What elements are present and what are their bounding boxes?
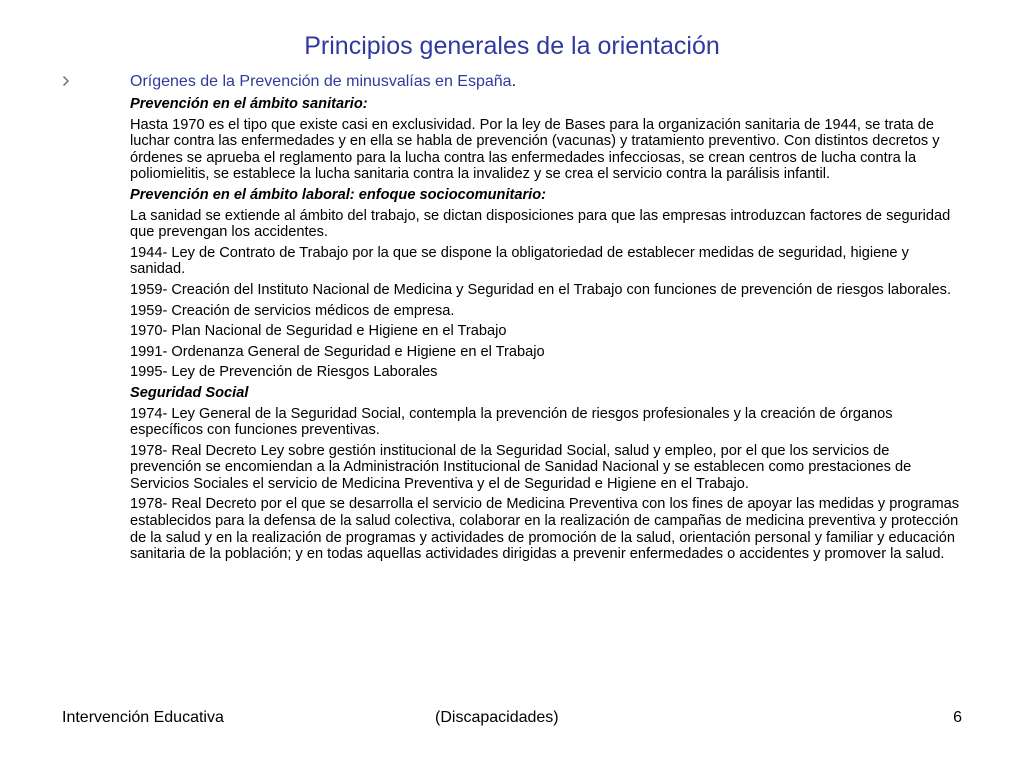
slide-title: Principios generales de la orientación [304, 32, 720, 60]
section-heading: Seguridad Social [130, 384, 249, 401]
body-paragraph: 1944- Ley de Contrato de Trabajo por la que se dispone la obligatoriedad de establecer medidas de seguridad, higiene y sanidad. [130, 244, 909, 278]
page-number: 6 [953, 709, 962, 726]
body-paragraph: La sanidad se extiende al ámbito del trabajo, se dictan disposiciones para que las empresas introduzcan factores de seguridad que prevengan los accidentes. [130, 207, 951, 241]
chevron-right-icon [62, 75, 70, 87]
bullet-label: Orígenes de la Prevención de minusvalías en España [130, 73, 512, 90]
body-paragraph: 1959- Creación de servicios médicos de empresa. [130, 302, 455, 319]
body-paragraph: 1978- Real Decreto por el que se desarrolla el servicio de Medicina Preventiva con los fines de apoyar las medidas y programas establecidos para la defensa de la salud colectiva, colaborar en la realización de campañas de medicina preventiva y protección de la salud y en la realización de programas y actividades de promoción de la salud, orientación personal y familiar y educación sanitaria de la población; y en todas aquellas actividades dirigidas a prevenir enfermedades o accidentes y promover la salud. [130, 496, 960, 563]
footer-center-text: (Discapacidades) [435, 709, 559, 726]
slide-content [130, 96, 962, 567]
body-paragraph: 1974- Ley General de la Seguridad Social, contempla la prevención de riesgos profesionales y la creación de órganos específicos con funciones preventivas. [130, 405, 893, 439]
section-heading: Prevención en el ámbito laboral: enfoque sociocomunitario: [130, 186, 546, 203]
body-paragraph: 1970- Plan Nacional de Seguridad e Higiene en el Trabajo [130, 323, 507, 340]
body-paragraph: 1995- Ley de Prevención de Riesgos Laborales [130, 364, 438, 381]
body-paragraph: 1978- Real Decreto Ley sobre gestión institucional de la Seguridad Social, salud y empleo, por el que los servicios de prevención se encomiendan a la Administración Institucional de Sanidad Nacional y se establecen como prestaciones de Servicios Sociales el servicio de Medicina Preventiva y el de Seguridad e Higiene en el Trabajo. [130, 442, 912, 492]
slide-footer [0, 708, 1024, 728]
bullet-item [62, 72, 962, 96]
section-heading: Prevención en el ámbito sanitario: [130, 96, 368, 112]
bullet-suffix: . [511, 73, 517, 90]
body-paragraph: 1991- Ordenanza General de Seguridad e Higiene en el Trabajo [130, 343, 545, 360]
body-paragraph: Hasta 1970 es el tipo que existe casi en exclusividad. Por la ley de Bases para la organización sanitaria de 1944, se trata de luchar contra las enfermedades y en ella se habla de prevención (vacunas) y tratamiento preventivo. Con distintos decretos y órdenes se aprueba el reglamento para la lucha contra las enfermedades infecciosas, se crean centros de lucha contra la poliomielitis, se establece la lucha sanitaria contra la invalidez y se crea el servicio contra la parálisis infantil. [130, 116, 940, 183]
bullet-text [130, 72, 516, 92]
footer-left-text: Intervención Educativa [62, 709, 224, 726]
body-paragraph: 1959- Creación del Instituto Nacional de Medicina y Seguridad en el Trabajo con funciones de prevención de riesgos laborales. [130, 281, 951, 298]
